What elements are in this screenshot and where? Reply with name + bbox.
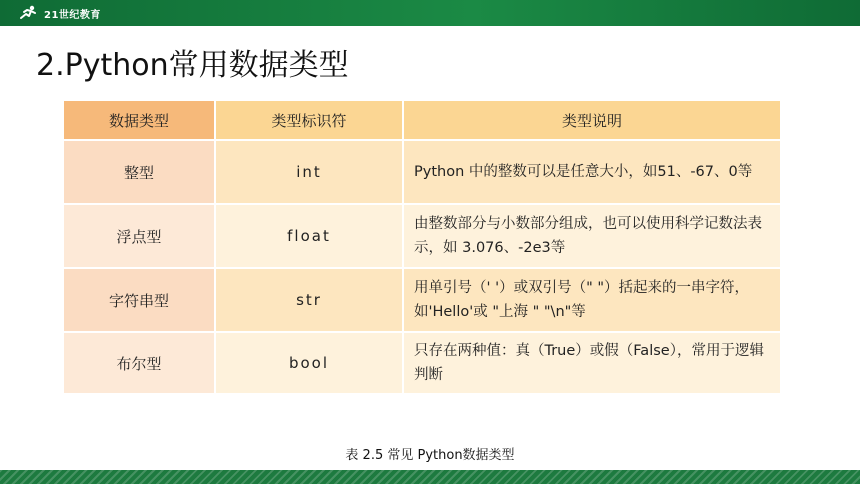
description-cell: 由整数部分与小数部分组成，也可以使用科学记数法表示，如 3.076、-2e3等	[404, 205, 782, 269]
column-header: 类型说明	[404, 101, 782, 141]
type-cell: 整型	[64, 141, 216, 205]
identifier-cell: int	[216, 141, 404, 205]
identifier-cell: bool	[216, 333, 404, 395]
header-bar	[0, 0, 860, 26]
description-cell: 用单引号（' '）或双引号（" "）括起来的一串字符，如'Hello'或 "上海 " "\n"等	[404, 269, 782, 333]
column-header: 类型标识符	[216, 101, 404, 141]
brand-logo	[18, 4, 101, 22]
logo-text: 21世纪教育	[44, 9, 101, 21]
type-cell: 浮点型	[64, 205, 216, 269]
table-caption: 表 2.5 常见 Python数据类型	[345, 448, 515, 463]
page-title: 2.Python常用数据类型	[36, 48, 349, 83]
type-cell: 字符串型	[64, 269, 216, 333]
runner-icon	[18, 5, 40, 21]
identifier-cell: float	[216, 205, 404, 269]
data-types-table	[64, 101, 782, 395]
identifier-cell: str	[216, 269, 404, 333]
column-header: 数据类型	[64, 101, 216, 141]
description-cell: Python 中的整数可以是任意大小，如51、-67、0等	[404, 141, 782, 205]
description-cell: 只存在两种值：真（True）或假（False），常用于逻辑判断	[404, 333, 782, 395]
footer-bar	[0, 470, 860, 484]
type-cell: 布尔型	[64, 333, 216, 395]
